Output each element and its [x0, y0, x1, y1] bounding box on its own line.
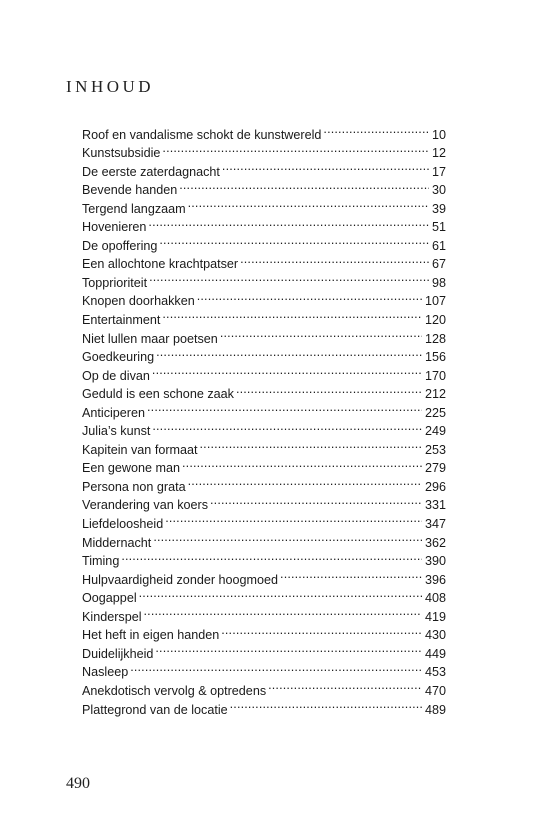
dot-leader	[152, 417, 422, 436]
dot-leader	[162, 139, 429, 158]
toc-entry-title: Duidelijkheid	[82, 646, 154, 661]
dot-leader	[200, 435, 422, 454]
toc-entry-title: De eerste zaterdagnacht	[82, 164, 220, 179]
toc-entry-page: 331	[424, 498, 446, 513]
toc-entry-page: 296	[424, 479, 446, 494]
toc-entry-title: Kunstsubsidie	[82, 146, 161, 161]
toc-entry-title: Liefdeloosheid	[82, 517, 164, 532]
toc-entry-page: 419	[424, 609, 446, 624]
toc-entry-title: Anticiperen	[82, 405, 146, 420]
dot-leader	[139, 584, 422, 603]
dot-leader	[165, 509, 422, 528]
dot-leader	[222, 157, 429, 176]
dot-leader	[144, 602, 422, 621]
dot-leader	[230, 695, 422, 714]
dot-leader	[280, 565, 422, 584]
toc-entry	[82, 547, 446, 569]
toc-entry-title: Het heft in eigen handen	[82, 628, 220, 643]
toc-entry	[82, 658, 446, 680]
toc-entry-page: 249	[424, 424, 446, 439]
toc-entry-page: 430	[424, 628, 446, 643]
toc-entry-title: Roof en vandalisme schokt de kunstwereld	[82, 127, 322, 142]
dot-leader	[182, 454, 422, 473]
dot-leader	[188, 472, 422, 491]
toc-entry-page: 396	[424, 572, 446, 587]
toc-entry-page: 408	[424, 591, 446, 606]
toc-entry-page: 453	[424, 665, 446, 680]
toc-entry-page: 279	[424, 461, 446, 476]
dot-leader	[236, 380, 422, 399]
toc-entry-title: Niet lullen maar poetsen	[82, 331, 218, 346]
toc-entry-page: 39	[431, 201, 446, 216]
toc-entry-title: Timing	[82, 554, 120, 569]
toc-entry-page: 10	[431, 127, 446, 142]
toc-entry-title: Goedkeuring	[82, 350, 155, 365]
toc-entry-title: Entertainment	[82, 313, 161, 328]
toc-entry-page: 51	[431, 220, 446, 235]
dot-leader	[155, 639, 422, 658]
dot-leader	[221, 621, 422, 640]
toc-entry-title: Hovenieren	[82, 220, 147, 235]
dot-leader	[147, 398, 422, 417]
page-number: 490	[66, 775, 90, 792]
toc-entry-page: 120	[424, 313, 446, 328]
toc-entry-title: Anekdotisch vervolg & optredens	[82, 683, 267, 698]
toc-entry-page: 128	[424, 331, 446, 346]
toc-entry-page: 212	[424, 387, 446, 402]
toc-entry	[82, 676, 446, 698]
dot-leader	[197, 287, 422, 306]
dot-leader	[268, 676, 422, 695]
toc-entry-page: 170	[424, 368, 446, 383]
toc-entry	[82, 565, 446, 587]
dot-leader	[159, 231, 429, 250]
toc-entry-title: Tergend langzaam	[82, 201, 186, 216]
toc-entry	[82, 120, 446, 142]
toc-entry-title: Verandering van koers	[82, 498, 209, 513]
toc-entry-title: Kinderspel	[82, 609, 142, 624]
toc-entry-page: 362	[424, 535, 446, 550]
toc-entry-page: 253	[424, 442, 446, 457]
dot-leader	[148, 213, 429, 232]
dot-leader	[210, 491, 422, 510]
toc-entry-page: 347	[424, 517, 446, 532]
toc-entry-page: 67	[431, 257, 446, 272]
toc-entry-title: Nasleep	[82, 665, 129, 680]
toc-entry-page: 61	[431, 238, 446, 253]
dot-leader	[323, 120, 429, 139]
dot-leader	[162, 305, 422, 324]
toc-entry-page: 17	[431, 164, 446, 179]
toc-entry-page: 225	[424, 405, 446, 420]
page-title: INHOUD	[66, 77, 155, 96]
toc-entry-page: 489	[424, 702, 446, 717]
toc-entry-page: 156	[424, 350, 446, 365]
dot-leader	[220, 324, 422, 343]
toc-entry-title: Topprioriteit	[82, 275, 148, 290]
toc-entry-page: 98	[431, 275, 446, 290]
toc-entry-title: Op de divan	[82, 368, 150, 383]
dot-leader	[121, 547, 422, 566]
dot-leader	[153, 528, 422, 547]
dot-leader	[179, 176, 429, 195]
dot-leader	[188, 194, 429, 213]
toc-entry-title: Bevende handen	[82, 183, 178, 198]
toc-entry-title: De opoffering	[82, 238, 158, 253]
dot-leader	[130, 658, 422, 677]
dot-leader	[240, 250, 429, 269]
toc-entry-page: 449	[424, 646, 446, 661]
toc-entry-title: Middernacht	[82, 535, 152, 550]
toc-entry-title: Knopen doorhakken	[82, 294, 195, 309]
toc-entry-page: 12	[431, 146, 446, 161]
toc-entry-title: Hulpvaardigheid zonder hoogmoed	[82, 572, 279, 587]
toc-entry-title: Oogappel	[82, 591, 137, 606]
toc-entry-page: 107	[424, 294, 446, 309]
toc-entry-title: Persona non grata	[82, 479, 186, 494]
dot-leader	[156, 343, 422, 362]
toc-entry-title: Julia’s kunst	[82, 424, 151, 439]
toc-entry-page: 390	[424, 554, 446, 569]
dot-leader	[149, 268, 429, 287]
toc-entry-title: Plattegrond van de locatie	[82, 702, 228, 717]
toc-entry-title: Kapitein van formaat	[82, 442, 198, 457]
toc-entry-title: Geduld is een schone zaak	[82, 387, 234, 402]
toc-entry-page: 470	[424, 683, 446, 698]
toc-entry-page: 30	[431, 183, 446, 198]
toc-entry-title: Een allochtone krachtpatser	[82, 257, 239, 272]
toc-entry-title: Een gewone man	[82, 461, 181, 476]
table-of-contents	[82, 120, 446, 717]
dot-leader	[152, 361, 422, 380]
